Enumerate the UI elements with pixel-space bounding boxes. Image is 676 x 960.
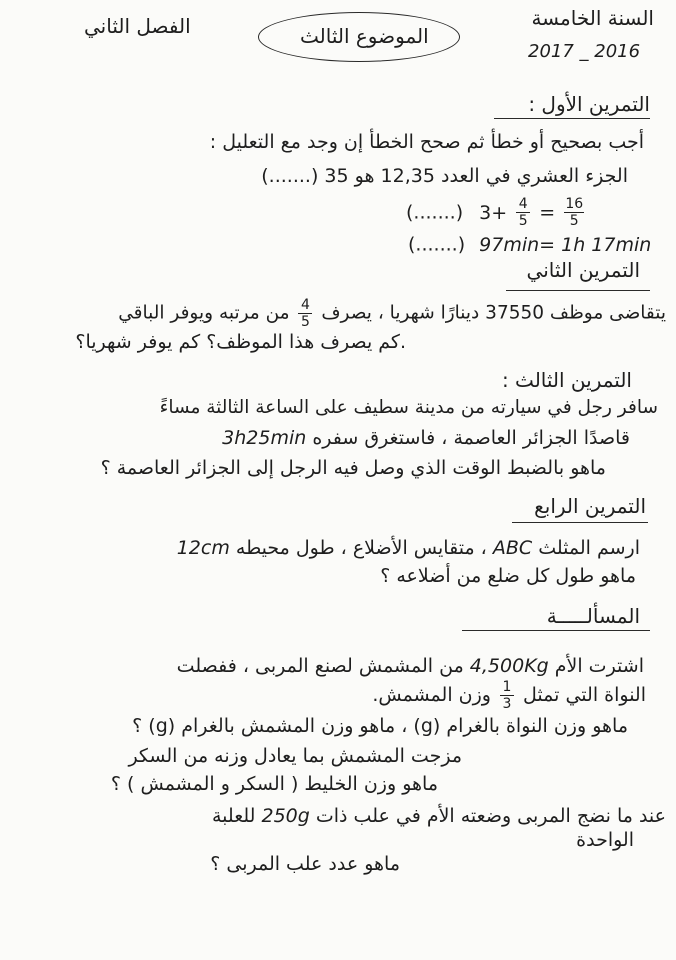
ex2-line1-b: دينارًا شهريا ، يصرف — [321, 302, 480, 324]
problem-line1 — [177, 654, 644, 678]
ex1-item3-blank: (.......) — [408, 233, 466, 256]
problem-line6-b: للعلبة — [211, 805, 256, 827]
ex2-line1-a: يتقاضى موظف — [549, 302, 666, 324]
ex1-item2-fraction-lhs — [516, 197, 530, 228]
ex4-perimeter: 12cm — [176, 537, 230, 559]
problem-line6 — [212, 804, 666, 828]
ex4-line1-b: ، متقايس الأضلاع ، طول محيطه — [235, 537, 487, 559]
problem-line7: الواحدة — [576, 829, 634, 851]
ex1-item1-blank: (.......) — [261, 165, 319, 187]
ex1-instruction: أجب بصحيح أو خطأ ثم صحح الخطأ إن وجد مع التعليل : — [209, 131, 644, 153]
ex3-line3: ماهو بالضبط الوقت الذي وصل فيه الرجل إلى الجزائر العاصمة ؟ — [100, 457, 606, 479]
problem-line4: مزجت المشمش بما يعادل وزنه من السكر — [128, 745, 462, 767]
problem-heading: المسألـــــة — [546, 604, 640, 628]
ex2-line2: .كم يصرف هذا الموظف؟ كم يوفر شهريا؟ — [75, 331, 406, 353]
ex1-item3-expression: 97min= 1h 17min — [479, 233, 652, 256]
ex3-heading: التمرين الثالث : — [501, 368, 632, 392]
ex1-item2-rhs-num: 16 — [565, 196, 584, 212]
ex3-duration: 3h25min — [222, 427, 307, 449]
ex2-fraction — [298, 298, 312, 329]
problem-line2-a: النواة التي تمثل — [523, 684, 646, 706]
ex2-line1 — [118, 298, 666, 329]
ex1-heading: التمرين الأول : — [528, 92, 650, 116]
ex1-item2 — [406, 194, 587, 230]
ex1-item2-int: 3+ — [479, 201, 508, 224]
ex1-item2-fraction-rhs — [564, 197, 584, 228]
problem-fraction — [500, 680, 514, 711]
ex2-amount: 37550 — [485, 302, 545, 324]
problem-heading-underline — [462, 630, 650, 631]
ex1-item2-equals: = — [539, 201, 556, 224]
problem-frac-num: 1 — [502, 679, 512, 695]
problem-line5: ماهو وزن الخليط ( السكر و المشمش ) ؟ — [110, 773, 438, 795]
problem-line2 — [372, 678, 646, 712]
ex1-item2-lhs-num: 4 — [518, 196, 528, 212]
ex1-item2-rhs-den: 5 — [569, 213, 579, 229]
problem-line1-b: من المشمش لصنع المربى ، ففصلت — [176, 655, 464, 677]
term-label: الفصل الثاني — [84, 14, 191, 38]
problem-jar-mass: 250g — [261, 805, 310, 827]
ex2-line1-c: من مرتبه ويوفر الباقي — [118, 302, 290, 324]
problem-line6-a: عند ما نضج المربى وضعته الأم في علب ذات — [315, 805, 666, 827]
exam-title: الموضوع الثالث — [300, 24, 429, 48]
problem-line2-b: وزن المشمش. — [372, 684, 491, 706]
ex3-line2-a: قاصدًا الجزائر العاصمة ، فاستغرق سفره — [312, 427, 630, 449]
school-year: 2017 _ 2016 — [528, 41, 641, 62]
ex3-line2 — [222, 426, 630, 450]
ex1-item1-number: 12,35 — [380, 165, 435, 187]
problem-line1-a: اشترت الأم — [554, 655, 644, 677]
ex1-item1-is: هو — [354, 165, 375, 187]
ex1-item1 — [261, 164, 628, 188]
ex1-item1-text: الجزء العشري في العدد — [441, 165, 628, 187]
ex2-frac-num: 4 — [301, 297, 310, 313]
ex2-heading: التمرين الثاني — [526, 258, 640, 282]
problem-mass: 4,500Kg — [469, 655, 549, 677]
ex1-item2-lhs-den: 5 — [518, 213, 528, 229]
ex4-triangle: ABC — [492, 537, 533, 559]
ex1-heading-underline — [494, 118, 650, 119]
ex4-line1-a: ارسم المثلث — [538, 537, 640, 559]
ex1-item2-blank: (.......) — [406, 201, 464, 224]
ex4-line2: ماهو طول كل ضلع من أضلاعه ؟ — [380, 565, 636, 587]
problem-frac-den: 3 — [502, 696, 512, 712]
ex4-heading: التمرين الرابع — [534, 494, 646, 518]
ex1-item1-value: 35 — [324, 165, 349, 187]
ex4-line1 — [177, 536, 640, 560]
ex2-heading-underline — [506, 290, 650, 291]
ex4-heading-underline — [512, 522, 648, 523]
problem-line3: ماهو وزن النواة بالغرام (g) ، ماهو وزن المشمش بالغرام (g) ؟ — [132, 715, 628, 737]
ex1-item3 — [408, 232, 651, 257]
ex2-frac-den: 5 — [301, 314, 310, 330]
problem-line8: ماهو عدد علب المربى ؟ — [210, 853, 400, 875]
grade-label: السنة الخامسة — [531, 6, 654, 30]
ex3-line1: سافر رجل في سيارته من مدينة سطيف على الساعة الثالثة مساءً — [159, 397, 658, 418]
